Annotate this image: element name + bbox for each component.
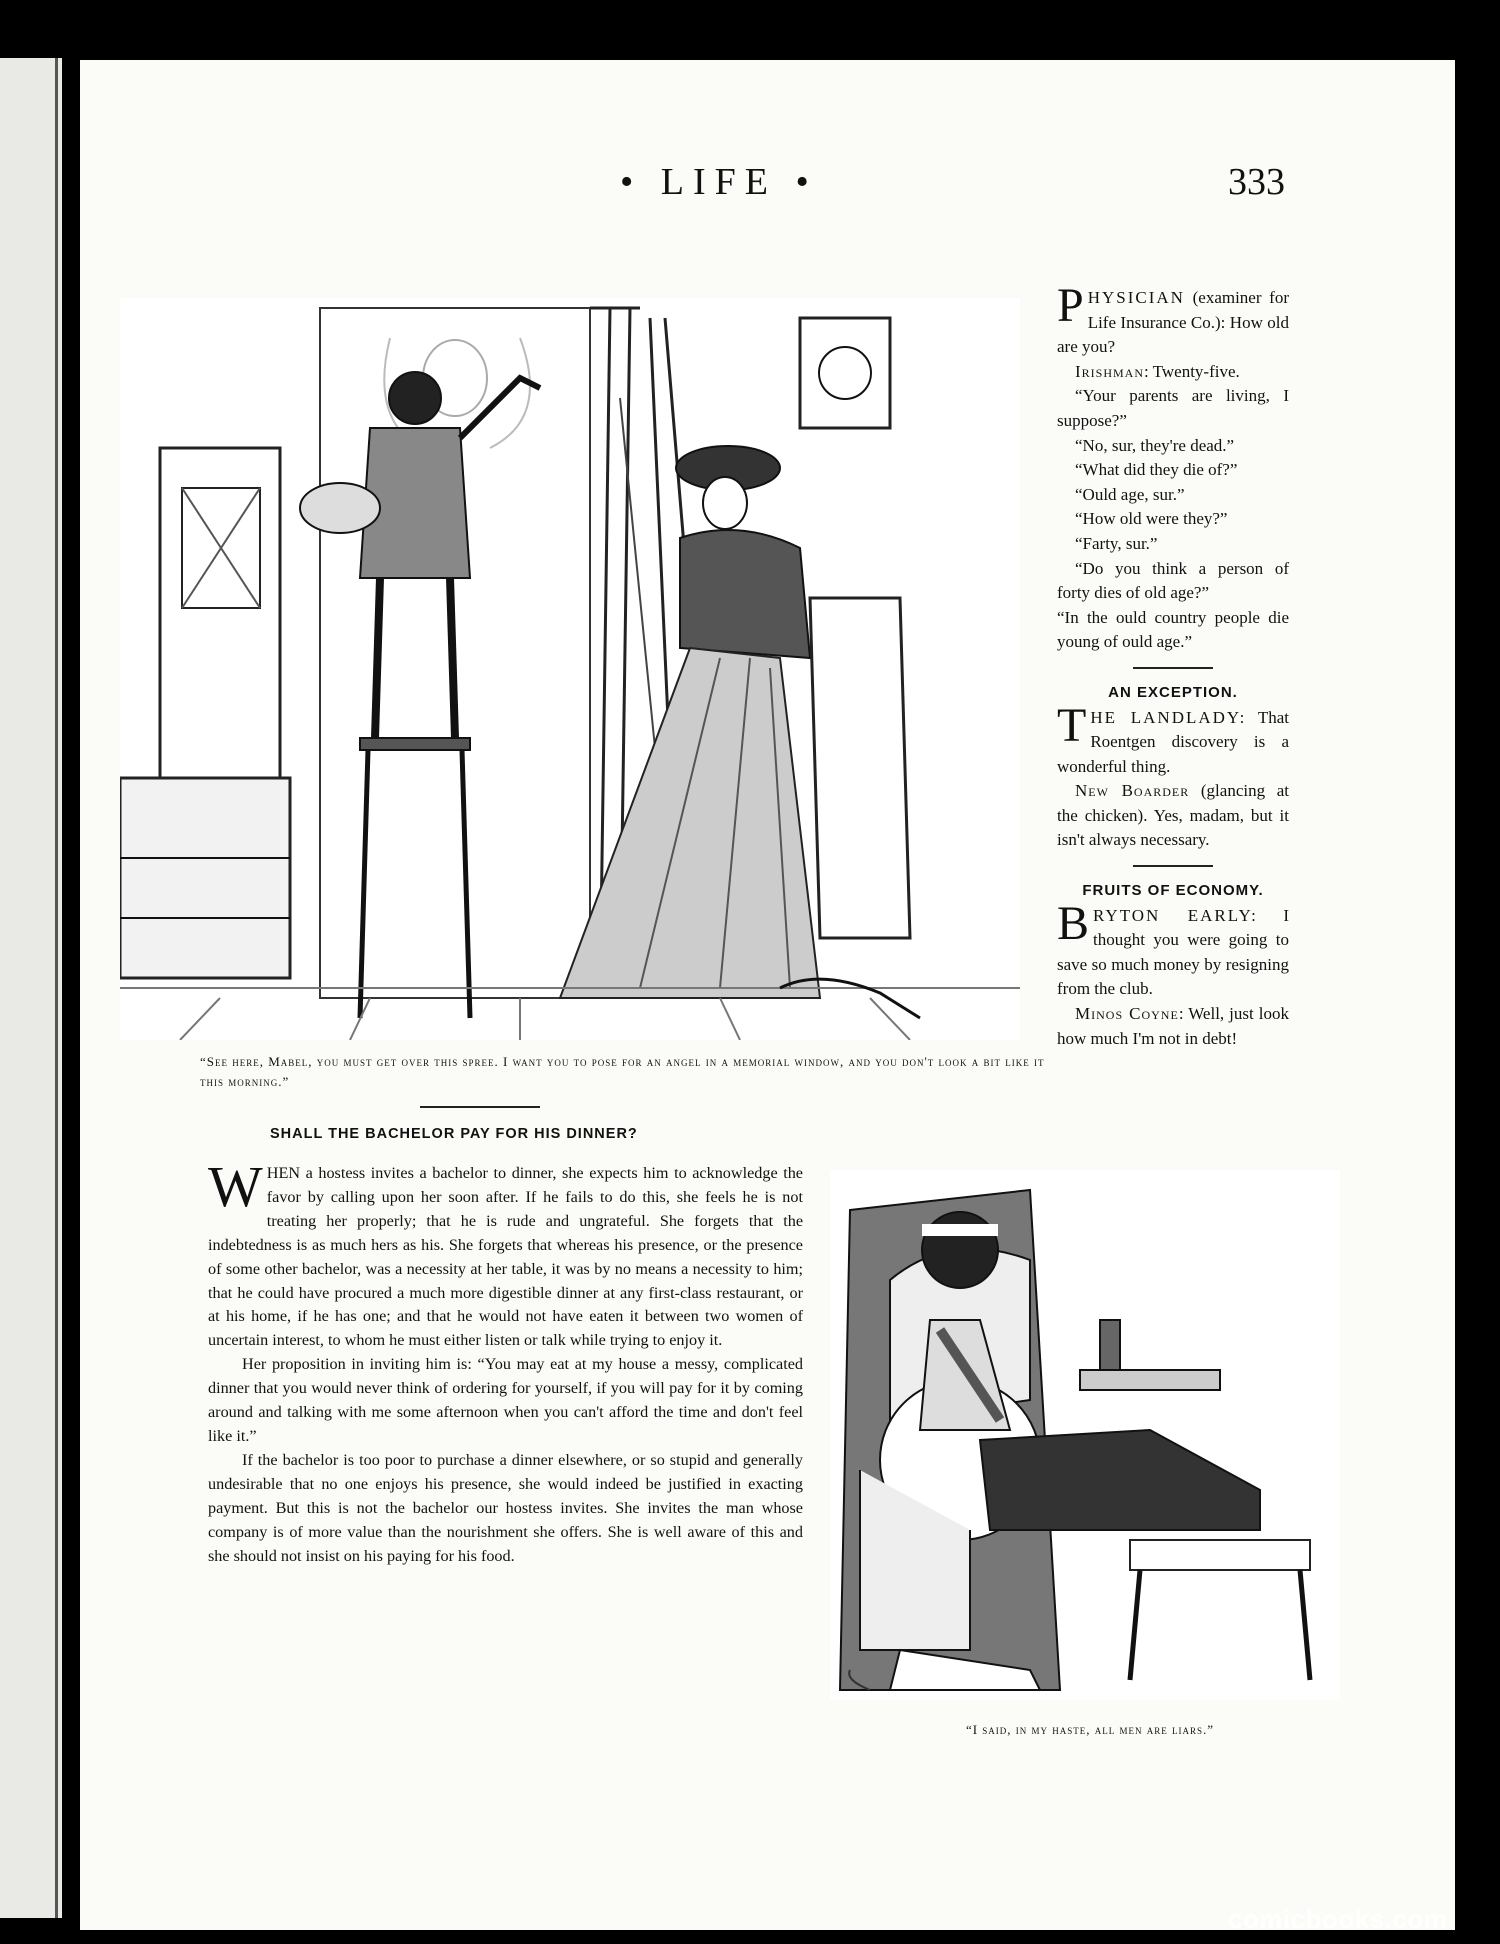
joke-minos: Minos Coyne: Well, just look how much I'm not in debt! — [1057, 1004, 1289, 1048]
joke-answer: “In the ould country people die young of ould age.” — [1057, 607, 1289, 652]
illustration-1-caption: “See here, Mabel, you must get over this spree. I want you to pose for an angel in a memorial window, and you don't look a bit like it this morning.” — [200, 1054, 1045, 1089]
joke-line: “Your parents are living, I suppose?” — [1057, 386, 1289, 430]
joke-boarder: New Boarder (glancing at the chicken). Yes, madam, but it isn't always necessary. — [1057, 781, 1289, 850]
joke-bryton: BRYTON EARLY: I thought you were going to save so much money by resigning from the club. — [1057, 896, 1289, 999]
joke-line: “No, sur, they're dead.” — [1075, 435, 1235, 455]
illustration-2-caption: “I said, in my haste, all men are liars.” — [965, 1722, 1215, 1737]
illustration-artist-studio — [120, 298, 1020, 1040]
illustration-injured-man — [830, 1170, 1340, 1700]
joke-line: “How old were they?” — [1075, 509, 1228, 529]
joke-line: “Farty, sur.” — [1075, 533, 1158, 553]
joke-physician-intro: PHYSICIAN (examiner for Life Insurance Co.): How old are you? — [1057, 279, 1290, 357]
article-paragraph-1: WHEN a hostess invites a bachelor to dinner, she expects him to acknowledge the favor by calling upon her soon after. If he fails to do this, she feels he is not treating her properly; that he is rude and ungrateful. She forgets that the indebtedness is as much hers as his. She forgets that whereas his presence, or the presence of some other bachelor, was a necessity at her table, it was by no means a necessity to him; that he could have procured a much more digestible dinner at any first-class restaurant, or at his home, if he has one; and that he would not have eaten it between two women of uncertain interest, to whom he must either listen or talk while trying to enjoy it. — [208, 1154, 803, 1350]
joke-irishman-line: Irishman: Twenty-five. — [1075, 361, 1240, 381]
joke-landlady: THE LANDLADY: That Roentgen discovery is a wonderful thing. — [1057, 698, 1289, 776]
masthead: • LIFE • — [620, 161, 818, 203]
joke-heading: AN EXCEPTION. — [1108, 683, 1238, 701]
jokes-column — [1057, 279, 1290, 1051]
page-number: 333 — [1228, 161, 1285, 203]
joke-line: “Ould age, sur.” — [1075, 484, 1185, 504]
section-divider — [420, 1106, 540, 1108]
joke-divider — [1133, 865, 1213, 867]
dropcap: W — [208, 1154, 263, 1219]
joke-divider — [1133, 667, 1213, 669]
article-title: SHALL THE BACHELOR PAY FOR HIS DINNER? — [270, 1126, 638, 1142]
joke-line: “What did they die of?” — [1075, 460, 1238, 480]
joke-heading: FRUITS OF ECONOMY. — [1082, 882, 1264, 900]
previous-page-edge — [0, 58, 62, 1918]
article-paragraph-3: If the bachelor is too poor to purchase a dinner elsewhere, or so stupid and generally undesirable that no one enjoys his presence, she would indeed be justified in exacting payment. But this is not the bachelor our hostess invites. She invites the man whose company is of more value than the nourishment she offers. She is well aware of this and she should not insist on his paying for his food. — [208, 1450, 803, 1565]
article-body — [208, 1154, 803, 1568]
article-paragraph-2: Her proposition in inviting him is: “You may eat at my house a messy, complicated dinner that you would never think of ordering for yourself, if you will pay for it by coming around and talking with me some afternoon when you can't afford the time and don't feel like it.” — [208, 1355, 803, 1445]
site-watermark: comicbooks.com — [1228, 1904, 1448, 1934]
joke-line: “Do you think a person of forty dies of old age?” — [1057, 558, 1289, 603]
